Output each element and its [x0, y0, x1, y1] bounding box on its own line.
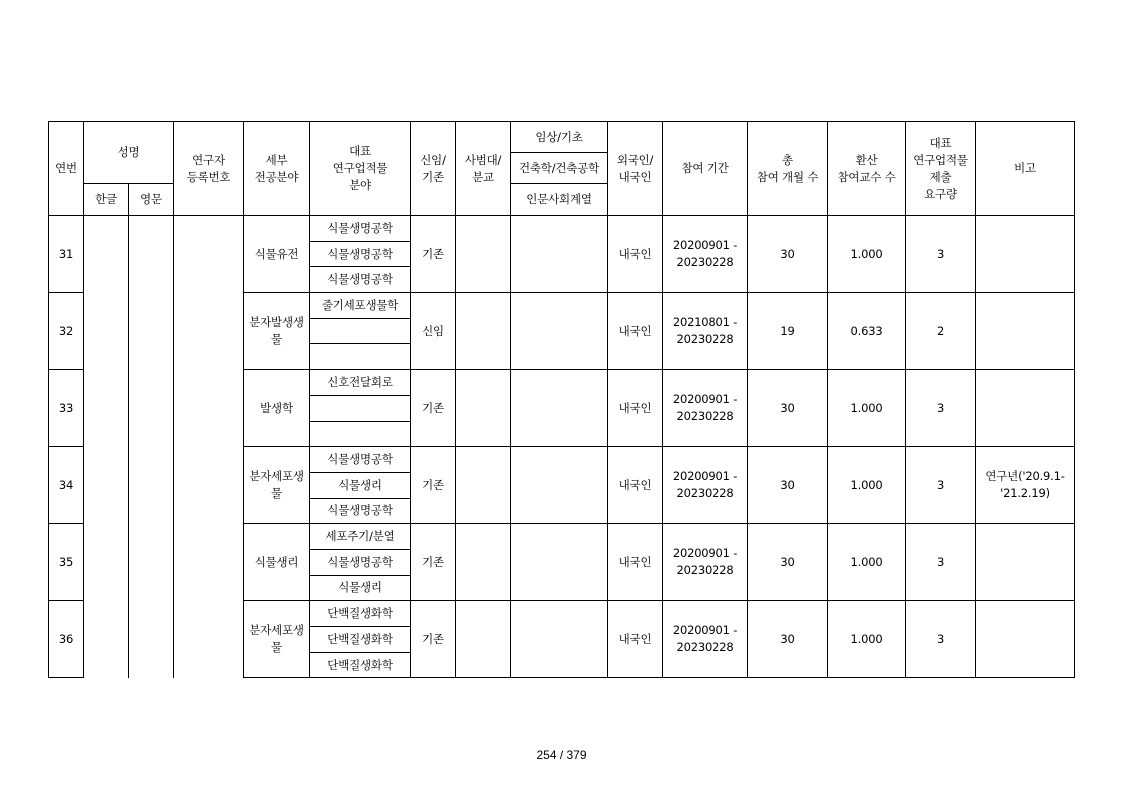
row-note — [976, 601, 1075, 678]
row-rep-field — [310, 318, 411, 344]
row-converted: 1.000 — [828, 216, 906, 293]
table-row — [49, 293, 1075, 319]
row-clinical — [511, 447, 608, 524]
row-no: 35 — [49, 524, 84, 601]
table-row — [49, 524, 1075, 550]
row-edu — [456, 601, 511, 678]
table-body — [49, 216, 1075, 678]
row-edu — [456, 447, 511, 524]
header-arch: 건축학/건축공학 — [511, 153, 608, 184]
row-converted: 1.000 — [828, 524, 906, 601]
row-status: 신임 — [411, 293, 456, 370]
row-foreign: 내국인 — [608, 524, 663, 601]
row-note — [976, 293, 1075, 370]
row-field: 분자세포생 물 — [244, 601, 310, 678]
row-months: 30 — [748, 601, 828, 678]
row-name-kor — [84, 524, 129, 601]
row-foreign: 내국인 — [608, 293, 663, 370]
row-reg-no — [174, 447, 244, 524]
row-field: 분자발생생 물 — [244, 293, 310, 370]
row-required: 3 — [906, 601, 976, 678]
row-converted: 0.633 — [828, 293, 906, 370]
header-name-kor: 한글 — [84, 184, 129, 216]
row-period: 20200901 - 20230228 — [663, 447, 748, 524]
row-note — [976, 216, 1075, 293]
row-no: 33 — [49, 370, 84, 447]
header-period: 참여 기간 — [663, 122, 748, 216]
row-name-kor — [84, 216, 129, 293]
row-status: 기존 — [411, 216, 456, 293]
row-period: 20200901 - 20230228 — [663, 216, 748, 293]
header-humanities: 인문사회계열 — [511, 184, 608, 216]
table-row — [49, 601, 1075, 627]
row-rep-field: 식물생명공학 — [310, 447, 411, 473]
row-note — [976, 370, 1075, 447]
row-foreign: 내국인 — [608, 447, 663, 524]
row-rep-field — [310, 344, 411, 370]
row-months: 30 — [748, 524, 828, 601]
row-months: 30 — [748, 216, 828, 293]
header-name: 성명 — [84, 122, 174, 184]
row-status: 기존 — [411, 601, 456, 678]
row-rep-field: 세포주기/분열 — [310, 524, 411, 550]
header-converted: 환산 참여교수 수 — [828, 122, 906, 216]
row-rep-field: 식물생명공학 — [310, 498, 411, 524]
row-note: 연구년('20.9.1- '21.2.19) — [976, 447, 1075, 524]
row-reg-no — [174, 216, 244, 293]
row-required: 3 — [906, 447, 976, 524]
row-status: 기존 — [411, 524, 456, 601]
row-name-eng — [129, 524, 174, 601]
row-field: 발생학 — [244, 370, 310, 447]
row-clinical — [511, 216, 608, 293]
header-rep-field: 대표 연구업적물 분야 — [310, 122, 411, 216]
row-rep-field: 줄기세포생물학 — [310, 293, 411, 319]
page-number: 254 / 379 — [536, 748, 587, 762]
row-name-eng — [129, 216, 174, 293]
row-rep-field: 신호전달회로 — [310, 370, 411, 396]
header-name-eng: 영문 — [129, 184, 174, 216]
row-status: 기존 — [411, 447, 456, 524]
header-note: 비고 — [976, 122, 1075, 216]
faculty-table — [48, 121, 1075, 678]
row-name-eng — [129, 370, 174, 447]
row-note — [976, 524, 1075, 601]
row-rep-field: 식물생리 — [310, 575, 411, 601]
row-name-eng — [129, 447, 174, 524]
row-clinical — [511, 524, 608, 601]
row-period: 20200901 - 20230228 — [663, 370, 748, 447]
row-converted: 1.000 — [828, 447, 906, 524]
header-months: 총 참여 개월 수 — [748, 122, 828, 216]
row-reg-no — [174, 601, 244, 678]
row-clinical — [511, 293, 608, 370]
row-foreign: 내국인 — [608, 216, 663, 293]
row-reg-no — [174, 370, 244, 447]
header-new-exist: 신임/ 기존 — [411, 122, 456, 216]
row-field: 식물유전 — [244, 216, 310, 293]
row-status: 기존 — [411, 370, 456, 447]
row-required: 3 — [906, 524, 976, 601]
row-foreign: 내국인 — [608, 370, 663, 447]
row-required: 3 — [906, 370, 976, 447]
row-rep-field: 식물생명공학 — [310, 549, 411, 575]
row-name-kor — [84, 601, 129, 678]
row-no: 34 — [49, 447, 84, 524]
row-edu — [456, 370, 511, 447]
header-no: 연번 — [49, 122, 84, 216]
row-clinical — [511, 601, 608, 678]
row-months: 19 — [748, 293, 828, 370]
row-field: 식물생리 — [244, 524, 310, 601]
row-no: 32 — [49, 293, 84, 370]
row-rep-field: 식물생명공학 — [310, 267, 411, 293]
table-row — [49, 216, 1075, 242]
row-period: 20200901 - 20230228 — [663, 601, 748, 678]
row-rep-field: 식물생리 — [310, 472, 411, 498]
row-reg-no — [174, 524, 244, 601]
row-rep-field — [310, 421, 411, 447]
row-foreign: 내국인 — [608, 601, 663, 678]
row-period: 20200901 - 20230228 — [663, 524, 748, 601]
row-months: 30 — [748, 370, 828, 447]
row-converted: 1.000 — [828, 370, 906, 447]
row-period: 20210801 - 20230228 — [663, 293, 748, 370]
table-row — [49, 370, 1075, 396]
row-edu — [456, 216, 511, 293]
row-edu — [456, 293, 511, 370]
header-required: 대표 연구업적물 제출 요구량 — [906, 122, 976, 216]
row-rep-field: 식물생명공학 — [310, 241, 411, 267]
header-edu: 사범대/ 분교 — [456, 122, 511, 216]
row-name-eng — [129, 601, 174, 678]
header-reg-no: 연구자 등록번호 — [174, 122, 244, 216]
header-clinical: 임상/기초 — [511, 122, 608, 153]
row-rep-field: 단백질생화학 — [310, 627, 411, 653]
row-reg-no — [174, 293, 244, 370]
row-rep-field — [310, 395, 411, 421]
row-converted: 1.000 — [828, 601, 906, 678]
row-rep-field: 단백질생화학 — [310, 652, 411, 678]
row-required: 3 — [906, 216, 976, 293]
row-months: 30 — [748, 447, 828, 524]
row-no: 36 — [49, 601, 84, 678]
row-name-kor — [84, 370, 129, 447]
table-row — [49, 447, 1075, 473]
row-no: 31 — [49, 216, 84, 293]
row-field: 분자세포생 물 — [244, 447, 310, 524]
row-rep-field: 단백질생화학 — [310, 601, 411, 627]
row-required: 2 — [906, 293, 976, 370]
row-name-eng — [129, 293, 174, 370]
row-name-kor — [84, 293, 129, 370]
row-edu — [456, 524, 511, 601]
row-clinical — [511, 370, 608, 447]
row-rep-field: 식물생명공학 — [310, 216, 411, 242]
header-field: 세부 전공분야 — [244, 122, 310, 216]
row-name-kor — [84, 447, 129, 524]
header-foreign: 외국인/ 내국인 — [608, 122, 663, 216]
